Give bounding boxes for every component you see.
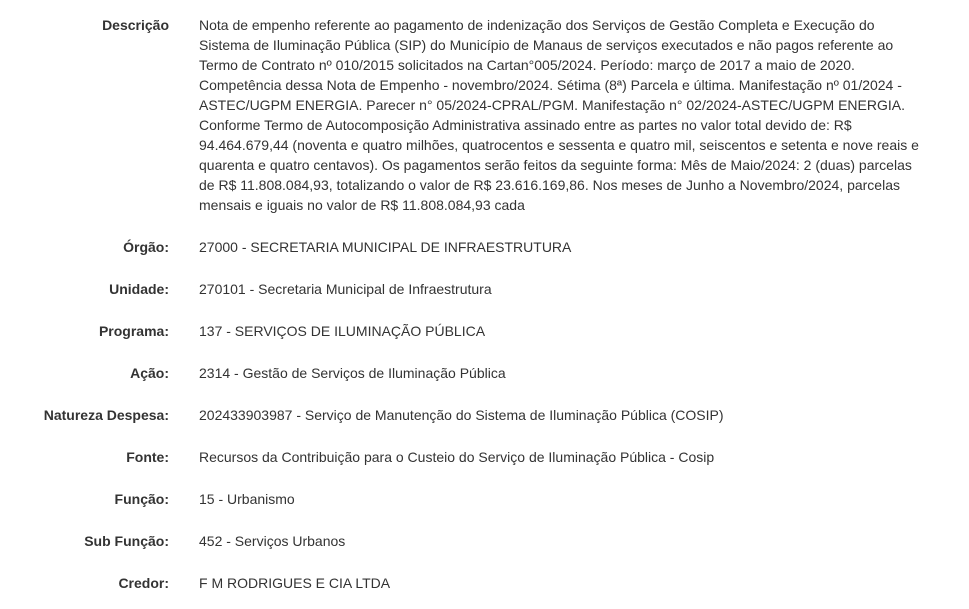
descricao-line: mensais e iguais no valor de R$ 11.808.084,93 cada (199, 197, 525, 213)
descricao-line: Termo de Contrato nº 010/2015 solicitados na Cartan°005/2024. Período: março de 2017 a maio de 2020. (199, 57, 855, 73)
natureza-despesa-label: Natureza Despesa: (43, 407, 169, 423)
descricao-line: 94.464.679,44 (noventa e quatro milhões, quatrocentos e sessenta e quatro mil, seiscentos e setenta e nove reais e (199, 137, 919, 153)
sub-funcao-value: 452 - Serviços Urbanos (199, 533, 346, 549)
acao-value: 2314 - Gestão de Serviços de Iluminação Pública (199, 365, 506, 381)
fonte-label: Fonte: (126, 449, 169, 465)
programa-value: 137 - SERVIÇOS DE ILUMINAÇÃO PÚBLICA (199, 323, 486, 339)
credor-value: F M RODRIGUES E CIA LTDA (199, 575, 391, 591)
descricao-line: de R$ 11.808.084,93, totalizando o valor de R$ 23.616.169,86. Nos meses de Junho a Novembro/2024, parcelas (199, 177, 900, 193)
natureza-despesa-value: 202433903987 - Serviço de Manutenção do Sistema de Iluminação Pública (COSIP) (199, 407, 724, 423)
funcao-value: 15 - Urbanismo (199, 491, 295, 507)
credor-label: Credor: (118, 575, 169, 591)
fonte-value: Recursos da Contribuição para o Custeio do Serviço de Iluminação Pública - Cosip (199, 449, 715, 465)
unidade-value: 270101 - Secretaria Municipal de Infraestrutura (199, 281, 492, 297)
descricao-line: Nota de empenho referente ao pagamento de indenização dos Serviços de Gestão Completa e Execução do (199, 17, 875, 33)
sub-funcao-label: Sub Função: (84, 533, 169, 549)
funcao-label: Função: (114, 491, 169, 507)
orgao-label: Órgão: (123, 239, 169, 255)
descricao-line: Competência dessa Nota de Empenho - novembro/2024. Sétima (8ª) Parcela e última. Manifestação nº 01/2024 - (199, 77, 902, 93)
descricao-line: quarenta e quatro centavos). Os pagamentos serão feitos da seguinte forma: Mês de Maio/2024: 2 (duas) parcelas (199, 157, 912, 173)
unidade-label: Unidade: (109, 281, 169, 297)
descricao-value (199, 15, 927, 215)
descricao-line: ASTEC/UGPM ENERGIA. Parecer n° 05/2024-CPRAL/PGM. Manifestação n° 02/2024-ASTEC/UGPM ENERGIA. (199, 97, 906, 113)
orgao-value: 27000 - SECRETARIA MUNICIPAL DE INFRAESTRUTURA (199, 239, 572, 255)
descricao-line: Conforme Termo de Autocomposição Administrativa assinado entre as partes no valor total devido de: R$ (199, 117, 852, 133)
acao-label: Ação: (130, 365, 169, 381)
descricao-line: Sistema de Iluminação Pública (SIP) do Município de Manaus de serviços executados e não pagos referente ao (199, 37, 894, 53)
programa-label: Programa: (98, 323, 169, 339)
descricao-label: Descrição (102, 17, 169, 33)
